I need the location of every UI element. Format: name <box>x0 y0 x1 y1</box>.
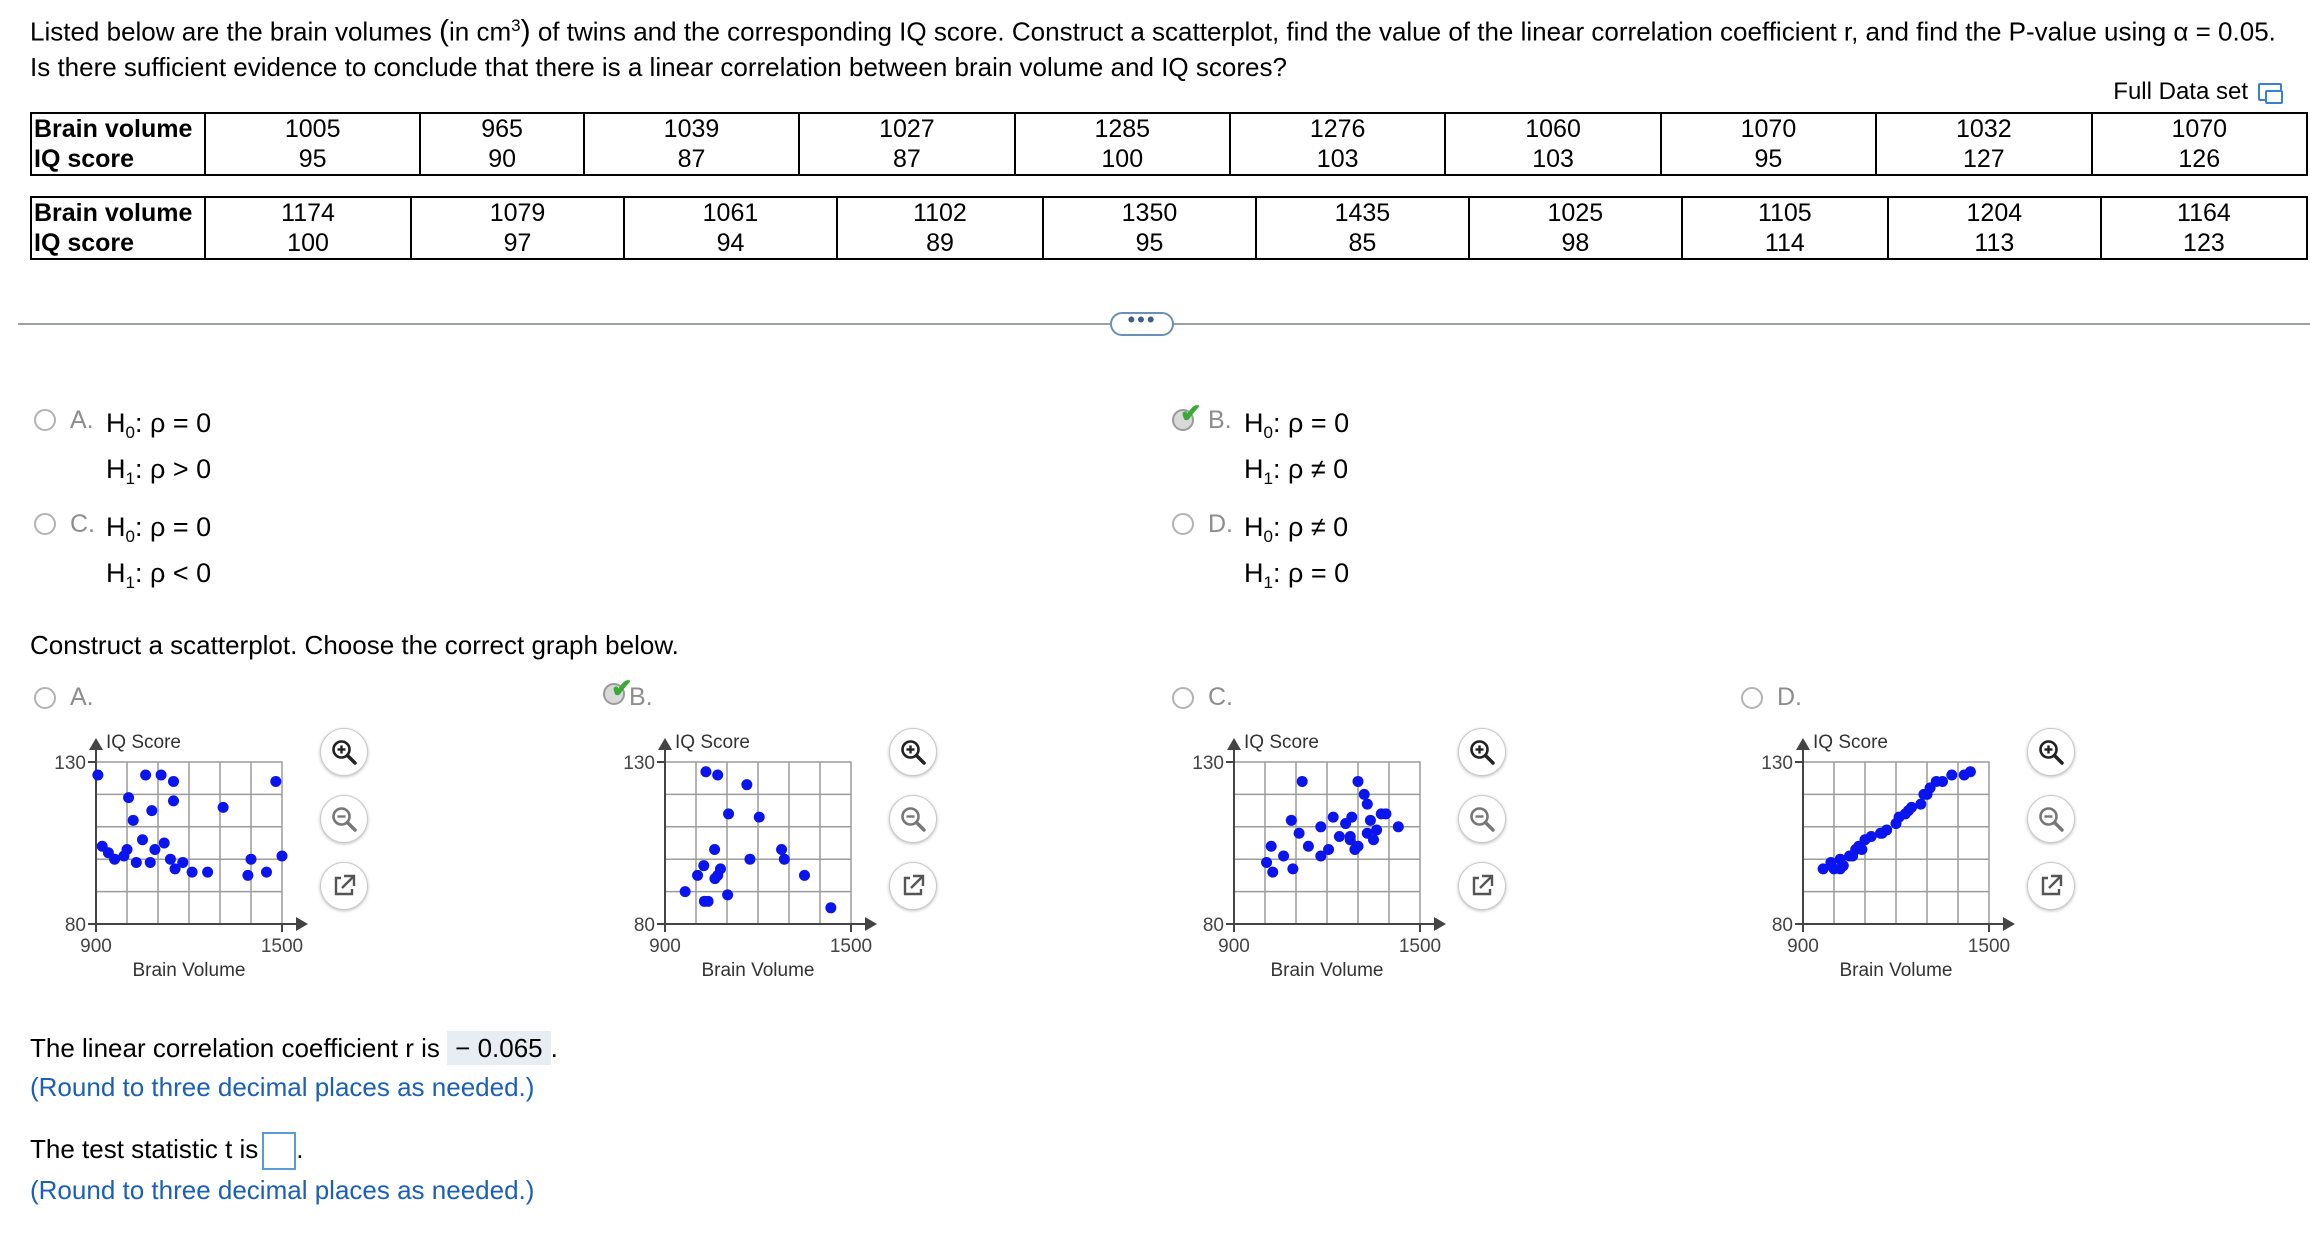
data-point <box>1287 863 1298 874</box>
zoom-out-icon <box>1468 805 1496 833</box>
y-tick-label: 130 <box>1192 753 1224 774</box>
row-label: Brain volume <box>31 113 205 144</box>
zoom-in-icon <box>899 738 927 766</box>
data-point <box>149 844 160 855</box>
expand-button[interactable]: ••• <box>1110 312 1174 336</box>
data-point <box>1297 776 1308 787</box>
table-cell: 1070 <box>2092 113 2307 144</box>
data-point <box>146 805 157 816</box>
data-point <box>709 873 720 884</box>
data-point <box>744 854 755 865</box>
table-cell: 123 <box>2101 228 2307 259</box>
scatterplot-b <box>599 720 879 980</box>
data-point <box>799 870 810 881</box>
table-cell: 1005 <box>205 113 420 144</box>
data-point <box>165 854 176 865</box>
zoom-out-icon <box>899 805 927 833</box>
data-point <box>825 902 836 913</box>
x-axis-arrow <box>2003 917 2015 931</box>
data-point <box>168 795 179 806</box>
y-axis-arrow <box>89 738 103 750</box>
data-point <box>218 802 229 813</box>
row-label: IQ score <box>31 144 205 175</box>
data-point <box>1856 844 1867 855</box>
data-point <box>170 863 181 874</box>
table-cell: 95 <box>1043 228 1256 259</box>
data-point <box>1359 789 1370 800</box>
data-point <box>261 867 272 878</box>
data-point <box>187 867 198 878</box>
pop-out-button-b[interactable] <box>889 862 937 910</box>
graph-option-a[interactable]: A. <box>34 683 94 712</box>
data-point <box>1328 812 1339 823</box>
data-point <box>1937 776 1948 787</box>
data-point <box>140 769 151 780</box>
data-point <box>1294 828 1305 839</box>
data-point <box>246 854 257 865</box>
data-point <box>156 769 167 780</box>
data-point <box>1334 831 1345 842</box>
data-point <box>1353 776 1364 787</box>
zoom-out-button-b[interactable] <box>889 795 937 843</box>
t-statistic-input[interactable] <box>262 1132 296 1170</box>
table-cell: 89 <box>837 228 1043 259</box>
table-cell: 1032 <box>1876 113 2091 144</box>
hypothesis-text: $H_0$: ρ = 0 $H_1$: ρ > 0 <box>106 408 212 488</box>
y-axis-arrow <box>1796 738 1810 750</box>
data-point <box>1362 799 1373 810</box>
data-point <box>277 850 288 861</box>
table-cell: 1102 <box>837 197 1043 228</box>
round-note-1: (Round to three decimal places as needed.) <box>30 1072 535 1102</box>
data-point <box>754 812 765 823</box>
answer-t-line: The test statistic t is . <box>30 1130 304 1170</box>
table-cell: 1105 <box>1682 197 1888 228</box>
y-axis-arrow <box>1227 738 1241 750</box>
x-tick-label: 900 <box>649 936 681 957</box>
hypothesis-option-d[interactable]: D. $H_0$: ρ ≠ 0 $H_1$: ρ = 0 <box>1172 506 1349 598</box>
zoom-in-button-b[interactable] <box>889 728 937 776</box>
table-cell: 98 <box>1469 228 1682 259</box>
zoom-in-button-d[interactable] <box>2027 728 2075 776</box>
data-point <box>159 838 170 849</box>
table-cell: 87 <box>584 144 799 175</box>
y-axis-label: IQ Score <box>1813 732 1888 753</box>
table-cell: 87 <box>799 144 1014 175</box>
y-axis-label: IQ Score <box>1244 732 1319 753</box>
zoom-in-icon <box>1468 738 1496 766</box>
row-label: Brain volume <box>31 197 205 228</box>
data-point <box>123 792 134 803</box>
radio-d[interactable] <box>1172 513 1194 535</box>
data-point <box>1261 857 1272 868</box>
data-point <box>1346 812 1357 823</box>
table-cell: 1060 <box>1445 113 1660 144</box>
data-point <box>1380 808 1391 819</box>
table-cell: 1435 <box>1256 197 1469 228</box>
data-table-1 <box>30 112 2308 176</box>
data-point <box>692 870 703 881</box>
table-cell: 85 <box>1256 228 1469 259</box>
data-point <box>242 870 253 881</box>
data-point <box>1393 821 1404 832</box>
graph-option-d[interactable]: D. <box>1741 683 1802 712</box>
data-point <box>741 779 752 790</box>
table-cell: 103 <box>1445 144 1660 175</box>
scatter-prompt: Construct a scatterplot. Choose the correct graph below. <box>30 630 679 660</box>
zoom-out-icon <box>330 805 358 833</box>
table-cell: 100 <box>205 228 411 259</box>
x-tick-label: 900 <box>1787 936 1819 957</box>
radio-graph-c[interactable] <box>1172 687 1194 709</box>
zoom-in-icon <box>2037 738 2065 766</box>
data-point <box>1345 831 1356 842</box>
table-cell: 1025 <box>1469 197 1682 228</box>
data-point <box>1835 863 1846 874</box>
data-point <box>168 776 179 787</box>
pop-out-button-c[interactable] <box>1458 862 1506 910</box>
data-point <box>1922 789 1933 800</box>
full-data-set-link[interactable]: Full Data set <box>2113 78 2282 106</box>
table-cell: 1350 <box>1043 197 1256 228</box>
data-point <box>776 844 787 855</box>
answer-r-line: The linear correlation coefficient r is − 0.065 . <box>30 1033 558 1063</box>
scatterplot-c <box>1168 720 1448 980</box>
x-tick-label: 1500 <box>260 936 304 957</box>
data-point <box>1877 828 1888 839</box>
table-cell: 965 <box>420 113 583 144</box>
data-point <box>1365 815 1376 826</box>
hypothesis-option-c[interactable]: C. $H_0$: ρ = 0 $H_1$: ρ < 0 <box>34 506 211 598</box>
y-tick-label: 80 <box>1771 915 1793 936</box>
table-cell: 127 <box>1876 144 2091 175</box>
data-point <box>131 857 142 868</box>
table-cell: 1276 <box>1230 113 1445 144</box>
data-point <box>92 769 103 780</box>
data-point <box>1965 766 1976 777</box>
x-axis-arrow <box>296 917 308 931</box>
table-cell: 1039 <box>584 113 799 144</box>
data-point <box>723 808 734 819</box>
radio-graph-d[interactable] <box>1741 687 1763 709</box>
question-text: Listed below are the brain volumes (in $cm^3$) of twins and the corresponding IQ score. Construct a scatterplot, find the value of the linear correlation coefficient r, and find the P-value using α = 0.05. Is there sufficient evidence to conclude that there is a linear correlation between brain volume and IQ scores? <box>30 14 2276 82</box>
table-cell: 1174 <box>205 197 411 228</box>
x-axis-arrow <box>865 917 877 931</box>
y-axis-arrow <box>658 738 672 750</box>
hypothesis-option-b[interactable]: ✔ B. $H_0$: ρ = 0 $H_1$: ρ ≠ 0 <box>1172 402 1349 494</box>
data-point <box>1915 799 1926 810</box>
y-tick-label: 130 <box>623 753 655 774</box>
data-point <box>1286 815 1297 826</box>
zoom-out-icon <box>2037 805 2065 833</box>
table-cell: 94 <box>624 228 837 259</box>
table-cell: 1164 <box>2101 197 2307 228</box>
data-point <box>118 850 129 861</box>
table-cell: 126 <box>2092 144 2307 175</box>
data-point <box>1368 834 1379 845</box>
pop-out-icon <box>1468 872 1496 900</box>
data-point <box>1371 825 1382 836</box>
data-point <box>1903 805 1914 816</box>
data-point <box>128 815 139 826</box>
data-point <box>1266 841 1277 852</box>
pop-out-icon <box>899 872 927 900</box>
table-cell: 1079 <box>411 197 624 228</box>
x-tick-label: 1500 <box>1967 936 2011 957</box>
table-cell: 95 <box>205 144 420 175</box>
table-cell: 1061 <box>624 197 837 228</box>
data-point <box>1278 850 1289 861</box>
graph-option-c[interactable]: C. <box>1172 683 1233 712</box>
radio-graph-a[interactable] <box>34 687 56 709</box>
hypothesis-text: $H_0$: ρ = 0 $H_1$: ρ < 0 <box>106 512 212 592</box>
data-point <box>715 863 726 874</box>
x-tick-label: 900 <box>1218 936 1250 957</box>
x-tick-label: 900 <box>80 936 112 957</box>
y-tick-label: 130 <box>1761 753 1793 774</box>
scatterplot-d <box>1737 720 2017 980</box>
y-tick-label: 80 <box>633 915 655 936</box>
data-point <box>1267 867 1278 878</box>
radio-c[interactable] <box>34 513 56 535</box>
table-cell: 103 <box>1230 144 1445 175</box>
zoom-in-button-c[interactable] <box>1458 728 1506 776</box>
y-axis-label: IQ Score <box>675 732 750 753</box>
checkmark-icon: ✔ <box>611 673 633 703</box>
table-cell: 97 <box>411 228 624 259</box>
x-axis-label: Brain Volume <box>701 960 815 980</box>
data-point <box>1946 769 1957 780</box>
table-cell: 1070 <box>1661 113 1876 144</box>
data-point <box>779 854 790 865</box>
data-table-2 <box>30 196 2308 260</box>
table-cell: 95 <box>1661 144 1876 175</box>
zoom-out-button-d[interactable] <box>2027 795 2075 843</box>
x-axis-label: Brain Volume <box>1839 960 1953 980</box>
hypothesis-option-a[interactable]: A. $H_0$: ρ = 0 $H_1$: ρ > 0 <box>34 402 211 494</box>
copy-icon <box>2258 83 2282 101</box>
data-point <box>709 844 720 855</box>
row-label: IQ score <box>31 228 205 259</box>
radio-a[interactable] <box>34 409 56 431</box>
checkmark-icon: ✔ <box>1180 398 1202 428</box>
data-point <box>722 889 733 900</box>
round-note-2: (Round to three decimal places as needed.) <box>30 1175 535 1205</box>
x-tick-label: 1500 <box>1398 936 1442 957</box>
data-point <box>1847 850 1858 861</box>
table-cell: 113 <box>1888 228 2101 259</box>
x-axis-label: Brain Volume <box>1270 960 1384 980</box>
data-point <box>680 886 691 897</box>
data-point <box>699 896 710 907</box>
pop-out-icon <box>330 872 358 900</box>
pop-out-button-d[interactable] <box>2027 862 2075 910</box>
x-axis-arrow <box>1434 917 1446 931</box>
data-point <box>712 769 723 780</box>
pop-out-icon <box>2037 872 2065 900</box>
x-tick-label: 1500 <box>829 936 873 957</box>
data-point <box>1303 841 1314 852</box>
data-point <box>270 776 281 787</box>
r-value-answer[interactable]: − 0.065 <box>447 1031 550 1065</box>
x-axis-label: Brain Volume <box>132 960 246 980</box>
table-cell: 114 <box>1682 228 1888 259</box>
zoom-out-button-c[interactable] <box>1458 795 1506 843</box>
pop-out-button-a[interactable] <box>320 862 368 910</box>
zoom-in-button-a[interactable] <box>320 728 368 776</box>
y-tick-label: 80 <box>64 915 86 936</box>
hypothesis-text: $H_0$: ρ ≠ 0 $H_1$: ρ = 0 <box>1244 512 1350 592</box>
data-point <box>137 834 148 845</box>
table-cell: 1204 <box>1888 197 2101 228</box>
data-point <box>1349 844 1360 855</box>
data-point <box>145 857 156 868</box>
y-tick-label: 130 <box>54 753 86 774</box>
graph-option-b[interactable]: ✔ B. <box>603 683 653 712</box>
data-point <box>1323 844 1334 855</box>
data-point <box>698 860 709 871</box>
data-point <box>700 766 711 777</box>
hypothesis-text: $H_0$: ρ = 0 $H_1$: ρ ≠ 0 <box>1244 408 1350 488</box>
y-tick-label: 80 <box>1202 915 1224 936</box>
y-axis-label: IQ Score <box>106 732 181 753</box>
data-point <box>202 867 213 878</box>
table-cell: 1285 <box>1015 113 1230 144</box>
table-cell: 1027 <box>799 113 1014 144</box>
scatterplot-a <box>30 720 310 980</box>
table-cell: 100 <box>1015 144 1230 175</box>
data-point <box>1315 821 1326 832</box>
table-cell: 90 <box>420 144 583 175</box>
zoom-in-icon <box>330 738 358 766</box>
zoom-out-button-a[interactable] <box>320 795 368 843</box>
